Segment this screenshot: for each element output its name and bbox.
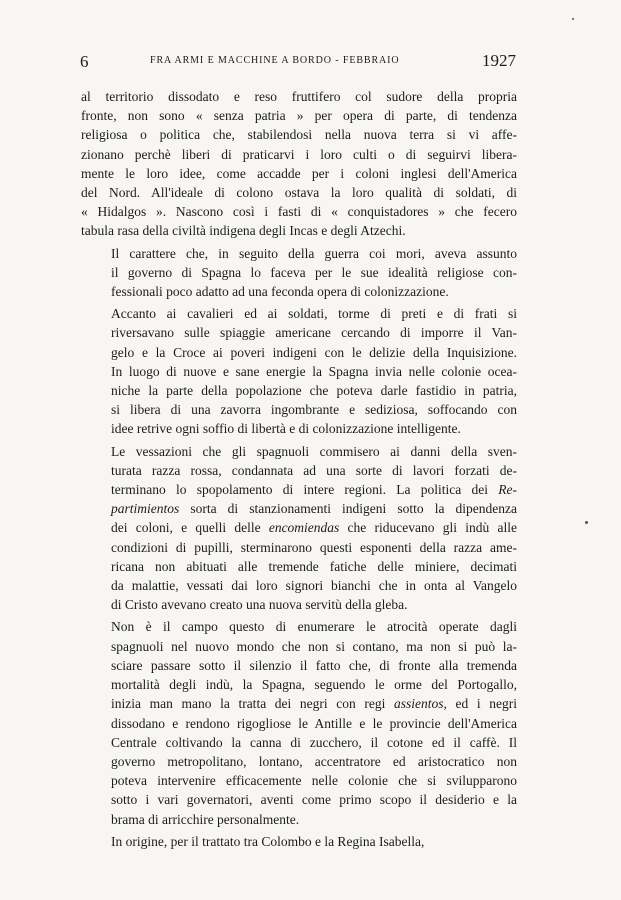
text-run: inizia man mano la tratta dei negri con regi	[111, 696, 394, 712]
text-run: di Cristo avevano creato una nuova servitù della gleba.	[111, 597, 408, 613]
text-run: In luogo di nuove e sane energie la Spagna invia nelle colonie ocea-	[111, 363, 517, 379]
running-title: FRA ARMI E MACCHINE A BORDO - FEBBRAIO	[150, 55, 400, 66]
text-line	[81, 538, 517, 557]
paragraph	[81, 244, 517, 302]
text-line	[81, 694, 517, 713]
text-line	[81, 244, 517, 263]
page-number: 6	[80, 52, 89, 71]
paragraph	[81, 87, 517, 241]
text-run: Centrale coltivando la canna di zucchero, il cotone ed il caffè. Il	[111, 734, 517, 750]
text-run: al territorio dissodato e reso fruttifero col sudore della propria	[81, 89, 517, 104]
text-line	[81, 832, 517, 851]
text-run: dei coloni, e quelli delle	[111, 520, 269, 536]
italic-term: encomiendas	[268, 520, 340, 536]
text-line	[81, 733, 517, 752]
text-run: si libera di una zavorra ingombrante e sediziosa, soffocando con	[111, 402, 517, 418]
text-run: tabula rasa della civiltà indigena degli Incas e degli Atzechi.	[81, 223, 406, 239]
margin-speck	[572, 18, 574, 20]
text-run: riversavano sulle spiaggie americane cercando di imporre il Van-	[111, 325, 517, 341]
text-run: condizioni di pupilli, sterminarono questi esponenti della razza ame-	[111, 539, 517, 555]
text-line	[81, 771, 517, 790]
text-run: zionano perchè liberi di praticarvi i loro culti o di seguirvi libera-	[81, 146, 517, 162]
text-line	[81, 87, 517, 106]
paragraph	[81, 617, 517, 828]
text-line	[81, 810, 517, 829]
text-line	[81, 343, 517, 362]
text-run: Il carattere che, in seguito della guerra coi mori, aveva assunto	[111, 245, 517, 261]
text-run: « Hidalgos ». Nascono così i fasti di « conquistadores » che fecero	[81, 204, 517, 220]
text-run: Accanto ai cavalieri ed ai soldati, torme di preti e di frati si	[111, 306, 517, 322]
text-line	[81, 518, 517, 537]
text-line	[81, 576, 517, 595]
text-line	[81, 164, 517, 183]
body-text	[81, 87, 517, 851]
text-line	[81, 790, 517, 809]
header-year: 1927	[482, 51, 516, 70]
text-run: che riducevano gli indù alle	[339, 520, 517, 536]
text-line	[81, 480, 517, 499]
text-line	[81, 106, 517, 125]
text-run: gelo e la Croce ai poveri indigeni con le delizie della Inquisizione.	[111, 344, 517, 360]
text-run: In origine, per il trattato tra Colombo e la Regina Isabella,	[111, 833, 425, 849]
italic-term: Re-	[498, 482, 517, 498]
text-run: Non è il campo questo di enumerare le atrocità operate dagli	[111, 619, 517, 635]
text-run: brama di arricchire personalmente.	[111, 811, 300, 827]
text-line	[81, 125, 517, 144]
text-run: , ed i negri	[443, 696, 517, 712]
text-run: turata razza rossa, condannata ad una sorte di lavori forzati de-	[111, 462, 517, 478]
text-run: idee retrive ogni soffio di libertà e di colonizzazione intelligente.	[111, 421, 461, 437]
text-line	[81, 202, 517, 221]
text-line	[81, 637, 517, 656]
text-line	[81, 221, 517, 240]
text-line	[81, 595, 517, 614]
paragraph	[81, 442, 517, 615]
text-line	[81, 419, 517, 438]
text-line	[81, 617, 517, 636]
italic-term: assientos	[394, 696, 444, 712]
text-line	[81, 304, 517, 323]
text-line	[81, 557, 517, 576]
text-run: fessionali poco adatto ad una feconda opera di colonizzazione.	[111, 284, 449, 300]
text-line	[81, 381, 517, 400]
running-header	[80, 52, 516, 76]
italic-term: partimientos	[111, 501, 180, 517]
text-run: terminano lo spopolamento di intere regioni. La politica dei	[111, 482, 499, 498]
text-run: niche la parte della popolazione che poteva darle fastidio in patria,	[111, 383, 517, 399]
text-run: il governo di Spagna lo faceva per le sue idealità religiose con-	[111, 264, 517, 280]
paragraph	[81, 832, 517, 851]
text-line	[81, 675, 517, 694]
text-run: religiosa o politica che, stabilendosi nella nuova terra si vi affe-	[81, 127, 517, 143]
text-line	[81, 282, 517, 301]
text-line	[81, 400, 517, 419]
text-line	[81, 714, 517, 733]
text-run: mortalità degli indù, la Spagna, seguendo le orme del Portogallo,	[111, 677, 517, 693]
text-line	[81, 442, 517, 461]
text-run: del Nord. All'ideale di colono ostava la loro qualità di soldati, di	[81, 185, 517, 201]
paragraph	[81, 304, 517, 438]
text-run: fronte, non sono « senza patria » per opera di parte, di tendenza	[81, 108, 517, 124]
text-run: spagnuoli nel nuovo mondo che non si contano, ma non si può la-	[111, 638, 517, 654]
text-line	[81, 362, 517, 381]
text-line	[81, 323, 517, 342]
text-run: dissodano e rendono rigogliose le Antille e le provincie dell'America	[111, 715, 517, 731]
text-run: sciare passare sotto il silenzio il fatto che, di fronte alla tremenda	[111, 657, 517, 673]
text-run: ricana non abituati alle tremende fatiche delle miniere, decimati	[111, 558, 517, 574]
text-line	[81, 656, 517, 675]
text-line	[81, 499, 517, 518]
text-line	[81, 145, 517, 164]
text-run: mente le loro idee, come accadde per i coloni inglesi dell'America	[81, 165, 517, 181]
text-run: poteva intervenire efficacemente nelle colonie che si svilupparono	[111, 773, 517, 789]
text-line	[81, 752, 517, 771]
text-run: da malattie, vessati dai loro signori bianchi che in onta al Vangelo	[111, 578, 517, 594]
text-run: governo metropolitano, lontano, accentratore ed aristocratico non	[111, 753, 517, 769]
text-line	[81, 461, 517, 480]
text-run: sotto i vari governatori, aventi come primo scopo il desiderio e la	[111, 792, 517, 808]
text-run: sorta di stanzionamenti indigeni sotto la dipendenza	[179, 501, 517, 517]
margin-speck	[585, 521, 588, 524]
text-line	[81, 263, 517, 282]
text-line	[81, 183, 517, 202]
text-run: Le vessazioni che gli spagnuoli commisero ai danni della sven-	[111, 443, 517, 459]
